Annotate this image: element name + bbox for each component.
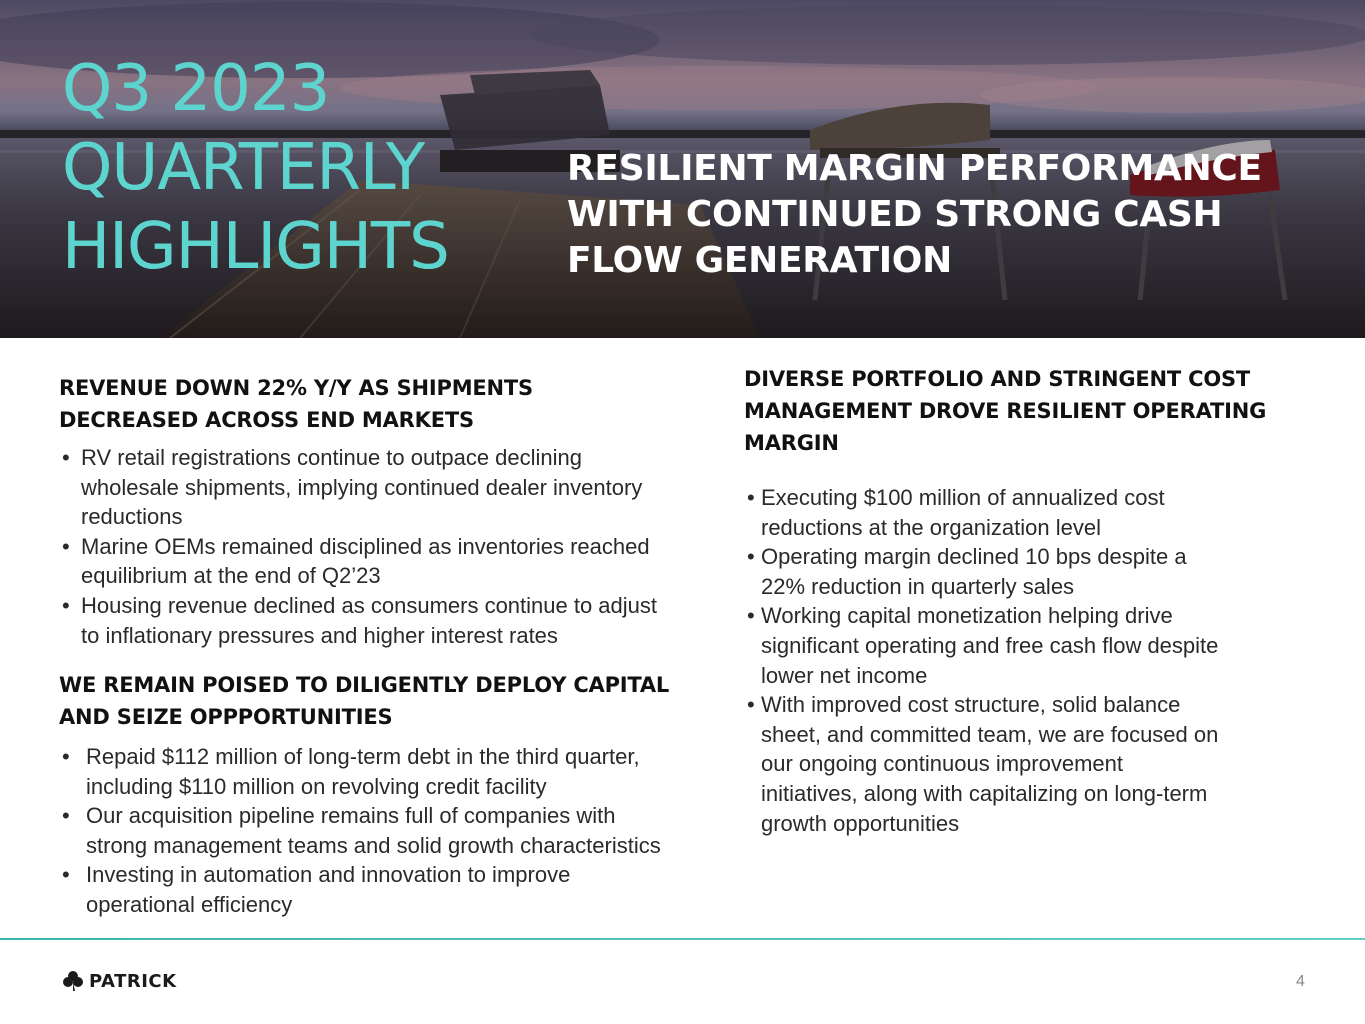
portfolio-bullet-list (744, 483, 1324, 838)
revenue-section (59, 372, 699, 650)
patrick-logo (62, 970, 177, 992)
bullet-line: to inflationary pressures and higher interest rates (81, 622, 558, 648)
headline-line: RESILIENT MARGIN PERFORMANCE (567, 148, 1262, 189)
heading-line: DIVERSE PORTFOLIO AND STRINGENT COST (744, 367, 1251, 391)
deck-title (62, 50, 449, 287)
bullet-line: • With improved cost structure, solid balance (761, 692, 1181, 718)
bullet-item (59, 742, 719, 801)
heading-line: DECREASED ACROSS END MARKETS (59, 408, 474, 432)
clover-icon (62, 970, 84, 992)
headline-line: WITH CONTINUED STRONG CASH (567, 194, 1223, 235)
logo-text: PATRICK (89, 970, 177, 992)
bullet-line: • Investing in automation and innovation to improve (86, 862, 571, 888)
hero-banner (0, 0, 1365, 338)
bullet-line: • Executing $100 million of annualized cost (761, 485, 1165, 510)
bullet-line: • RV retail registrations continue to outpace declining (81, 445, 583, 470)
bullet-item (59, 532, 699, 591)
bullet-line: reductions (81, 504, 183, 530)
headline-line: FLOW GENERATION (567, 240, 952, 281)
bullet-item (744, 690, 1324, 838)
heading-line: AND SEIZE OPPPORTUNITIES (59, 705, 393, 729)
bullet-item (744, 483, 1324, 542)
bullet-line: • Repaid $112 million of long-term debt in the third quarter, (86, 744, 640, 769)
bullet-line: • Housing revenue declined as consumers continue to adjust (81, 592, 658, 618)
bullet-line: initiatives, along with capitalizing on long-term (761, 780, 1208, 806)
revenue-bullet-list (59, 443, 699, 650)
title-line: Q3 2023 (62, 52, 330, 126)
bullet-item (59, 443, 699, 532)
title-line: QUARTERLY (62, 131, 425, 205)
section-heading (744, 363, 1324, 459)
bullet-line: reductions at the organization level (761, 514, 1101, 540)
section-heading (59, 372, 699, 436)
bullet-line: lower net income (761, 662, 928, 688)
heading-line: WE REMAIN POISED TO DILIGENTLY DEPLOY CAPITAL (59, 673, 670, 697)
heading-line: MARGIN (744, 431, 839, 455)
portfolio-section (744, 363, 1324, 838)
capital-section (59, 669, 719, 920)
bullet-line: our ongoing continuous improvement (761, 751, 1124, 777)
bullet-item (744, 542, 1324, 601)
bullet-item (59, 860, 719, 919)
heading-line: REVENUE DOWN 22% Y/Y AS SHIPMENTS (59, 376, 533, 400)
bullet-line: strong management teams and solid growth characteristics (86, 832, 661, 858)
bullet-line: • Our acquisition pipeline remains full of companies with (86, 803, 616, 829)
page-number: 4 (1296, 973, 1305, 990)
bullet-line: 22% reduction in quarterly sales (761, 573, 1075, 599)
bullet-line: operational efficiency (86, 891, 293, 917)
bullet-item (59, 801, 719, 860)
bullet-line: growth opportunities (761, 810, 960, 836)
hero-headline (567, 146, 1287, 284)
section-heading (59, 669, 719, 733)
bullet-line: equilibrium at the end of Q2’23 (81, 563, 381, 589)
bullet-item (59, 591, 699, 650)
title-line: HIGHLIGHTS (62, 210, 449, 284)
bullet-line: • Operating margin declined 10 bps despite a (761, 544, 1187, 570)
footer-divider (0, 938, 1365, 940)
bullet-line: • Working capital monetization helping drive (761, 603, 1173, 629)
bullet-line: wholesale shipments, implying continued dealer inventory (81, 474, 643, 500)
heading-line: MANAGEMENT DROVE RESILIENT OPERATING (744, 399, 1267, 423)
capital-bullet-list (59, 742, 719, 920)
bullet-item (744, 601, 1324, 690)
bullet-line: • Marine OEMs remained disciplined as inventories reached (81, 533, 650, 559)
bullet-line: sheet, and committed team, we are focused on (761, 721, 1219, 747)
bullet-line: significant operating and free cash flow despite (761, 632, 1219, 658)
bullet-line: including $110 million on revolving credit facility (86, 773, 547, 799)
